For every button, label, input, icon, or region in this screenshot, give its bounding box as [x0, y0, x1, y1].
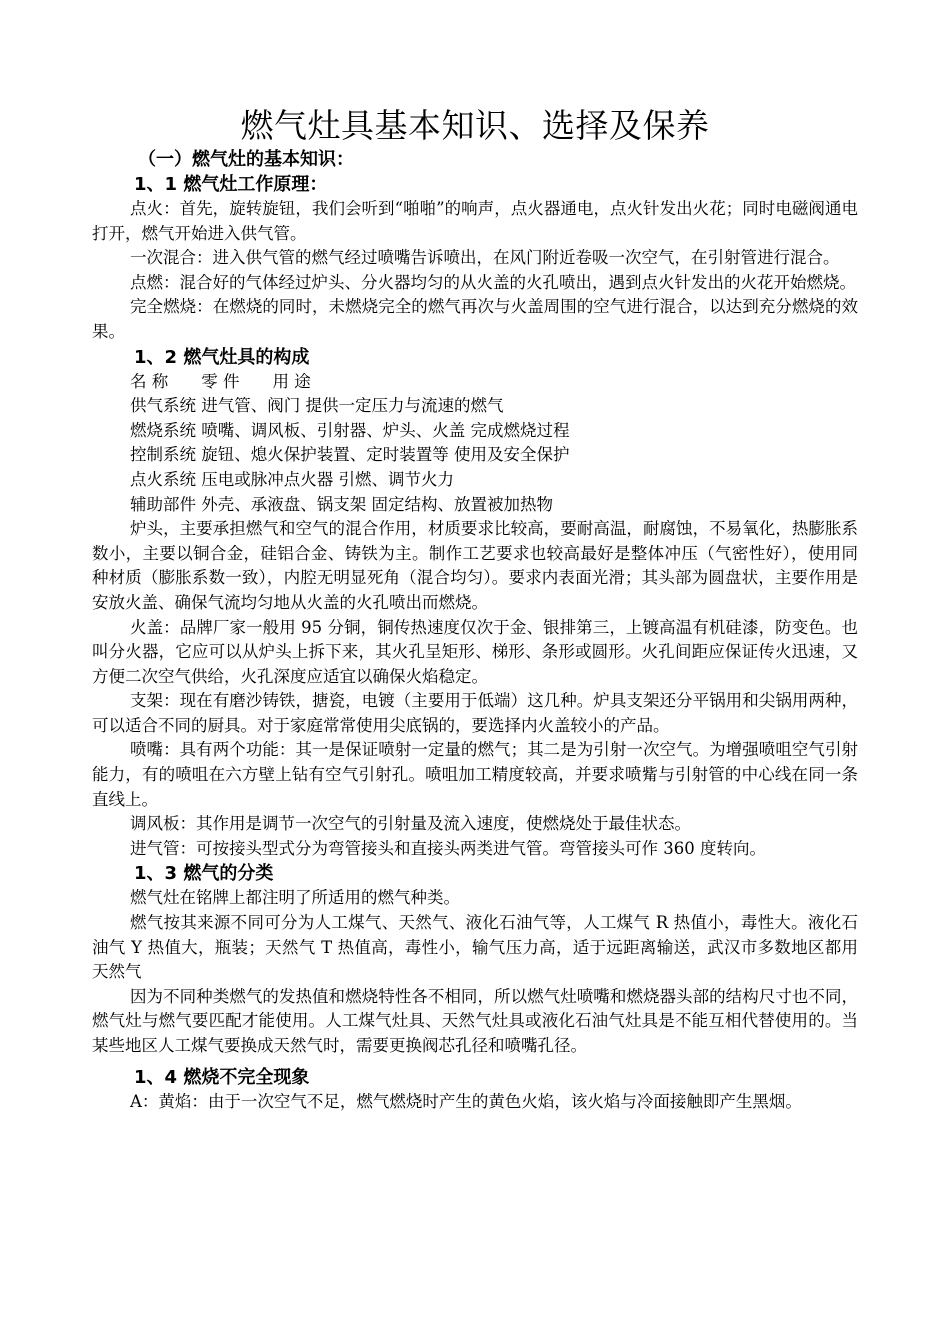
subsection-heading-1-1: 1、1 燃气灶工作原理： — [134, 174, 328, 195]
paragraph-gas-types: 燃气按其来源不同可分为人工煤气、天然气、液化石油气等，人工煤气 R 热值小，毒性大。液化石油气 Y 热值大，瓶装；天然气 T 热值高，毒性小，输气压力高，适于远距离输送，武汉市多数地区都用天然气 — [92, 913, 858, 982]
paragraph-primary-mixing: 一次混合：进入供气管的燃气经过喷嘴告诉喷出，在风门附近卷吸一次空气，在引射管进行混合。 — [130, 248, 840, 268]
paragraph-burner-head: 炉头，主要承担燃气和空气的混合作用，材质要求比较高，要耐高温，耐腐蚀，不易氧化，热膨胀系数小，主要以铜合金，硅铝合金、铸铁为主。制作工艺要求也较高最好是整体冲压（气密性好），使用同种材质（膨胀系数一致），内腔无明显死角（混合均匀）。要求内表面光滑；其头部为圆盘状，主要作用是安放火盖、确保气流均匀地从火盖的火孔喷出而燃烧。 — [92, 519, 858, 612]
paragraph-inlet-pipe: 进气管：可按接头型式分为弯管接头和直接头两类进气管。弯管接头可作 360 度转向。 — [130, 838, 766, 858]
paragraph-complete-combustion: 完全燃烧：在燃烧的同时，未燃烧完全的燃气再次与火盖周围的空气进行混合，以达到充分燃烧的效果。 — [92, 297, 858, 341]
component-table-row: 控制系统 旋钮、熄火保护装置、定时装置等 使用及安全保护 — [130, 445, 570, 465]
component-table-row: 燃烧系统 喷嘴、调风板、引射器、炉头、火盖 完成燃烧过程 — [130, 420, 570, 440]
paragraph-nozzle: 喷嘴：具有两个功能：其一是保证喷射一定量的燃气；其二是为引射一次空气。为增强喷咀空气引射能力，有的喷咀在六方壁上钻有空气引射孔。喷咀加工精度较高，并要求喷觜与引射管的中心线在同一条直线上。 — [92, 740, 858, 809]
subsection-heading-1-2: 1、2 燃气灶具的构成 — [134, 346, 310, 368]
subsection-heading-1-3: 1、3 燃气的分类 — [134, 863, 274, 885]
component-table-row: 供气系统 进气管、阀门 提供一定压力与流速的燃气 — [130, 396, 504, 416]
component-table-row: 辅助部件 外壳、承液盘、锅支架 固定结构、放置被加热物 — [130, 494, 553, 514]
page-title: 燃气灶具基本知识、选择及保养 — [240, 106, 710, 145]
component-table-row: 点火系统 压电或脉冲点火器 引燃、调节火力 — [130, 469, 454, 489]
component-table-header: 名 称 零 件 用 途 — [130, 371, 311, 391]
subsection-heading-1-4: 1、4 燃烧不完全现象 — [134, 1066, 310, 1088]
paragraph-nameplate: 燃气灶在铭牌上都注明了所适用的燃气种类。 — [130, 888, 460, 908]
paragraph-ignition: 点火：首先，旋转旋钮，我们会听到“啪啪”的响声，点火器通电，点火针发出火花；同时电磁阀通电打开，燃气开始进入供气管。 — [92, 199, 858, 243]
section-heading: （一）燃气灶的基本知识： — [138, 149, 354, 170]
paragraph-pan-support: 支架：现在有磨沙铸铁，搪瓷，电镀（主要用于低端）这几种。炉具支架还分平锅用和尖锅用两种，可以适合不同的厨具。对于家庭常常使用尖底锅的，要选择内火盖较小的产品。 — [92, 691, 858, 735]
paragraph-air-damper: 调风板：其作用是调节一次空气的引射量及流入速度，使燃烧处于最佳状态。 — [130, 814, 691, 834]
paragraph-fire-cover: 火盖：品牌厂家一般用 95 分铜，铜传热速度仅次于金、银排第三，上镀高温有机硅漆，防变色。也叫分火器，它应可以从炉头上拆下来，其火孔呈矩形、梯形、条形或圆形。火孔间距应保证传火迅速，又方便二次空气供给，火孔深度应适宜以确保火焰稳定。 — [92, 617, 858, 686]
paragraph-lighting: 点燃：混合好的气体经过炉头、分火器均匀的从火盖的火孔喷出，遇到点火针发出的火花开始燃烧。 — [130, 272, 856, 292]
paragraph-yellow-flame: A：黄焰：由于一次空气不足，燃气燃烧时产生的黄色火焰，该火焰与冷面接触即产生黑烟。 — [130, 1091, 802, 1111]
paragraph-gas-matching: 因为不同种类燃气的发热值和燃烧特性各不相同，所以燃气灶喷嘴和燃烧器头部的结构尺寸也不同，燃气灶与燃气要匹配才能使用。人工煤气灶具、天然气灶具或液化石油气灶具是不能互相代替使用的。当某些地区人工煤气要换成天然气时，需要更换阀芯孔径和喷嘴孔径。 — [92, 986, 858, 1055]
